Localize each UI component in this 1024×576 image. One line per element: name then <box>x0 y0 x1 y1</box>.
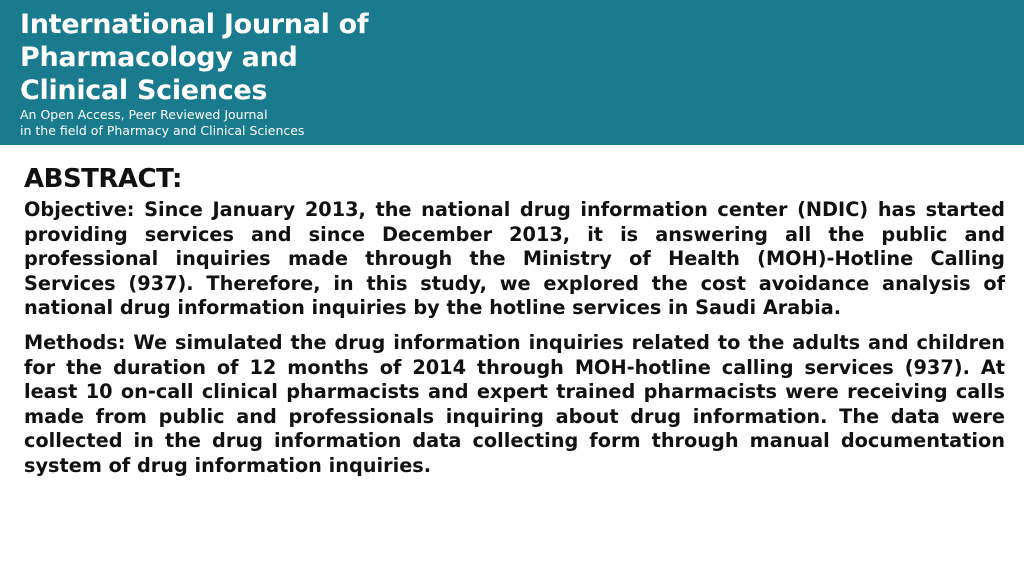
methods-paragraph <box>24 331 1005 479</box>
journal-title-line: International Journal of <box>20 9 369 40</box>
objective-paragraph <box>24 198 1005 321</box>
journal-title-line: Pharmacology and <box>20 42 298 73</box>
objective-label: Objective: <box>24 198 135 221</box>
journal-subtitle-line: An Open Access, Peer Reviewed Journal <box>20 107 268 122</box>
journal-subtitle-line: in the field of Pharmacy and Clinical Sciences <box>20 123 305 138</box>
journal-title <box>20 8 368 107</box>
journal-banner <box>0 0 1024 145</box>
methods-label: Methods: <box>24 330 126 354</box>
journal-subtitle <box>20 107 304 139</box>
journal-title-line: Clinical Sciences <box>20 75 268 106</box>
abstract-section <box>24 163 1005 479</box>
abstract-heading: ABSTRACT: <box>24 164 182 194</box>
methods-text: We simulated the drug information inquiries related to the adults and children for the duration of 12 months of 2014 through MOH-hotline calling services (937). At least 10 on-call clinical pharmacists and expert trained pharmacists were receiving calls made from public and professionals inquiring about drug information. The data were collected in the drug information data collecting form through manual documentation system of drug information inquiries. <box>24 330 1005 477</box>
objective-text: Since January 2013, the national drug information center (NDIC) has started providing services and since December 2013, it is answering all the public and professional inquiries made through the Ministry of Health (MOH)-Hotline Calling Services (937). Therefore, in this study, we explored the cost avoidance analysis of national drug information inquiries by the hotline services in Saudi Arabia. <box>24 198 1005 320</box>
